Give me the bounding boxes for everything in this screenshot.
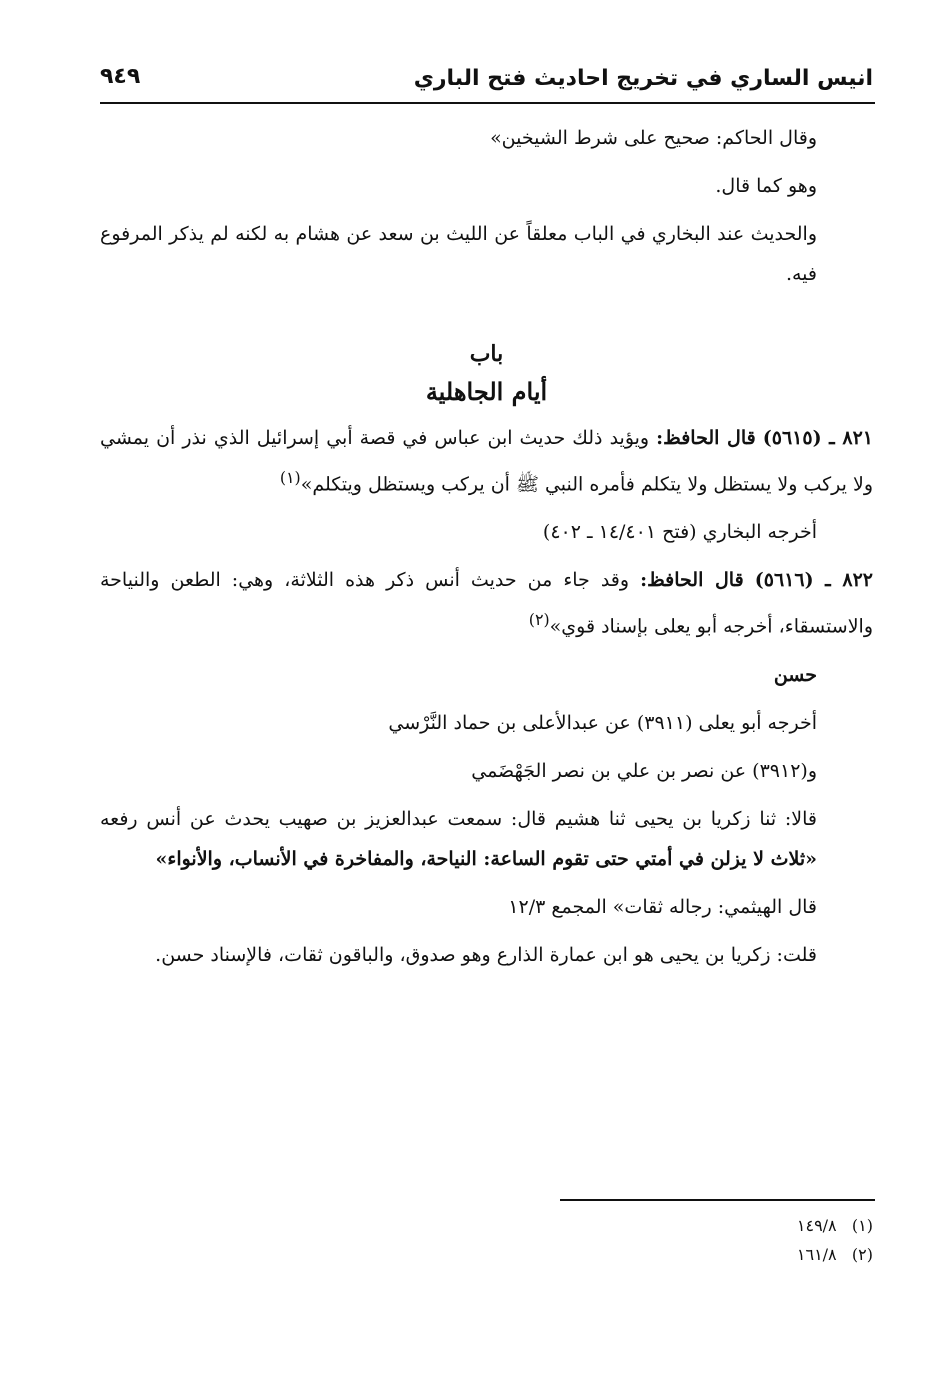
footnote-1 [797, 1216, 873, 1235]
paragraph-bukhari-note: والحديث عند البخاري في الباب معلقاً عن الليث بن سعد عن هشام به لكنه لم يذكر المرفوع فيه. [100, 223, 817, 285]
haythami-verdict: قال الهيثمي: رجاله ثقات» المجمع ١٢/٣ [508, 895, 817, 918]
isnad-chain-text: قالا: ثنا زكريا بن يحيى ثنا هشيم قال: سمعت عبدالعزيز بن صهيب يحدث عن أنس رفعه [100, 807, 817, 830]
hadith-822-number: ٨٢٢ ـ (٥٦١٦) [754, 569, 873, 592]
page-body [100, 118, 873, 983]
hadith-821-text: ويؤيد ذلك حديث ابن عباس في قصة أبي إسرائيل الذي نذر أن يمشي ولا يركب ولا يستظل ولا يتكلم فأمره النبي ﷺ أن يركب ويستظل ويتكلم» [100, 427, 873, 496]
hadith-821-source: أخرجه البخاري (فتح ١٤/٤٠١ ـ ٤٠٢) [542, 521, 817, 544]
section-heading [100, 336, 873, 412]
hadith-matn: «ثلاث لا يزلن في أمتي حتى تقوم الساعة: النياحة، والمفاخرة في الأنساب، والأنواء» [155, 847, 817, 870]
running-header-title: انيس الساري في تخريج احاديث فتح الباري [413, 66, 873, 91]
section-title: أيام الجاهلية [425, 377, 548, 406]
source-abu-yala-2: و(٣٩١٢) عن نصر بن علي بن نصر الجَهْضَمي [471, 759, 817, 782]
hadith-822-said: قال الحافظ: [640, 569, 744, 592]
hadith-821-said: قال الحافظ: [656, 427, 756, 449]
paragraph-agreement: وهو كما قال. [715, 175, 817, 197]
hadith-821 [100, 418, 873, 504]
source-abu-yala-1: أخرجه أبو يعلى (٣٩١١) عن عبدالأعلى بن حماد النَّرْسي [388, 711, 817, 734]
page-number: ٩٤٩ [100, 64, 141, 89]
author-conclusion: قلت: زكريا بن يحيى هو ابن عمارة الذارع وهو صدوق، والباقون ثقات، فالإسناد حسن. [155, 943, 817, 966]
grade-label: حسن [773, 663, 817, 686]
section-label: باب [469, 341, 504, 367]
footnote-2-marker: (٢) [851, 1245, 873, 1264]
footnote-2 [797, 1245, 873, 1264]
footnote-rule [560, 1199, 875, 1201]
hadith-822-text: وقد جاء من حديث أنس ذكر هذه الثلاثة، وهي: الطعن والنياحة والاستسقاء، أخرجه أبو يعلى بإسناد قوي» [100, 569, 873, 638]
hadith-822 [100, 560, 873, 646]
footnote-2-text: ١٦١/٨ [796, 1245, 837, 1264]
header-rule [100, 102, 875, 104]
footnote-ref-1[interactable]: (١) [279, 468, 301, 487]
isnad-chain [100, 799, 873, 879]
footnote-1-text: ١٤٩/٨ [796, 1216, 837, 1235]
paragraph-hakim: وقال الحاكم: صحيح على شرط الشيخين» [490, 127, 817, 149]
hadith-821-number: ٨٢١ ـ (٥٦١٥) [762, 427, 873, 449]
footnote-ref-2[interactable]: (٢) [528, 610, 550, 630]
footnote-1-marker: (١) [851, 1216, 873, 1235]
